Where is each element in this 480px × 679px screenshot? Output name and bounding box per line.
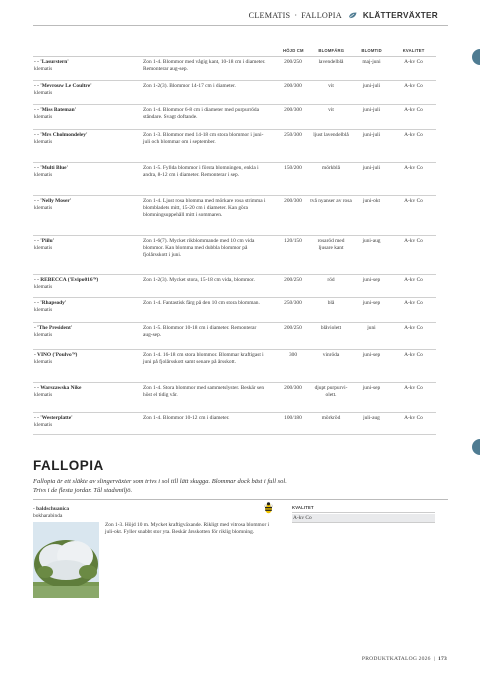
quality-label: KVALITET: [292, 505, 314, 510]
plant-flower-color: djupt purpurvi-olett.: [314, 385, 348, 398]
plant-name: - - 'Multi Blue': [34, 165, 68, 171]
plant-height: 200/300: [284, 107, 302, 113]
plant-bloom-time: juni-okt: [362, 198, 381, 204]
plant-bloom-time: juni-sep: [362, 300, 381, 306]
plant-bloom-time: juni-juli: [362, 83, 381, 89]
plant-flower-color: lavendelblå: [318, 59, 344, 65]
col-quality: KVALITET: [402, 47, 425, 53]
plant-flower-color: rosaröd med ljusare kant: [317, 238, 345, 251]
plant-name: - - Warszawska Nike: [34, 385, 82, 391]
plant-name: - 'The President': [34, 325, 73, 331]
plant-bloom-time: juni-juli: [362, 107, 381, 113]
plant-height: 200/250: [284, 277, 302, 283]
section-intro: Fallopia är ett släkte av slingerväxter som trivs i sol till lätt skugga. Blommar dock bäst i full sol. Trivs i de flesta jordar. Tål stadsmiljö.: [33, 478, 287, 494]
plant-quality: A-kv Co: [404, 238, 423, 244]
plant-description: Zon 1-4. Fantastisk färg på den 10 cm stora blomman.: [143, 300, 260, 306]
plant-cell: [33, 385, 143, 412]
plant-name: - - 'Mevrouw Le Coultre': [34, 83, 92, 89]
plant-name: - - 'Miss Bateman': [34, 107, 77, 113]
plant-cell: [33, 277, 143, 297]
plant-quality: A-kv Co: [404, 132, 423, 138]
plant-bloom-time: juni-sep: [362, 352, 381, 358]
plant-quality: A-kv Co: [404, 352, 423, 358]
plant-name: - - 'Westerplatte': [34, 415, 73, 421]
plant-description: Zon 1-3. Blommor med 14-18 cm stora blommor i juni-juli och blommar om i september.: [143, 132, 264, 145]
col-bloom: BLOMTID: [361, 47, 382, 53]
col-height: HÖJD CM: [283, 47, 304, 53]
table-row: [33, 130, 436, 163]
plant-cell: [33, 107, 143, 129]
plant-flower-color: två nyanser av rosa: [310, 198, 352, 204]
plant-name: - - 'Mrs Cholmondeley': [34, 132, 88, 138]
section-tab-marker: [472, 49, 480, 65]
header-section: CLEMATIS: [248, 11, 291, 20]
plant-flower-color: vinröda: [322, 352, 340, 358]
plant-genus: klematis: [34, 307, 53, 313]
plant-cell: [33, 165, 143, 195]
header-category: KLÄTTERVÄXTER: [362, 11, 438, 20]
plant-bloom-time: juni: [367, 325, 376, 331]
plant-bloom-time: juni-juli: [362, 165, 381, 171]
plant-description: Zon 1-2(3). Mycket stora, 15-18 cm vida, blommor.: [143, 277, 255, 283]
table-row: [33, 383, 436, 413]
bee-icon: [264, 502, 273, 514]
plant-height: 200/300: [284, 83, 302, 89]
plant-cell: [33, 198, 143, 235]
plant-flower-color: röd: [327, 277, 335, 283]
plant-height: 250/300: [284, 132, 302, 138]
plant-bloom-time: juni-sep: [362, 385, 381, 391]
plant-description: Zon 1-4. Blommor 6-8 cm i diameter med purpurröda ståndare. Svagt doftande.: [143, 107, 260, 120]
clematis-table: [33, 44, 436, 435]
plant-quality: A-kv Co: [404, 83, 423, 89]
table-row: [33, 350, 436, 383]
table-row: [33, 163, 436, 196]
table-row: [33, 81, 436, 105]
footer-catalog: PRODUKTKATALOG 2026: [361, 656, 431, 662]
section-title: FALLOPIA: [33, 458, 104, 473]
plant-genus: klematis: [34, 66, 53, 72]
plant-cell: [33, 132, 143, 162]
section-rule: [33, 499, 448, 500]
plant-quality: A-kv Co: [404, 300, 423, 306]
plant-flower-color: blå: [327, 300, 335, 306]
plant-height: 200/300: [284, 385, 302, 391]
plant-quality: A-kv Co: [404, 198, 423, 204]
plant-name: - - 'Nelly Moser': [34, 198, 72, 204]
header-separator: ·: [294, 11, 298, 20]
plant-quality: A-kv Co: [404, 165, 423, 171]
plant-bloom-time: juli-aug: [363, 415, 380, 421]
table-row: [33, 57, 436, 81]
plant-cell: [33, 352, 143, 382]
plant-description: Zon 1-2(3). Blommor 14-17 cm i diameter.: [143, 83, 236, 89]
plant-cell: [33, 300, 143, 322]
plant-height: 200/250: [284, 59, 302, 65]
plant-description: Zon 1-4. Blommor med vågig kant, 10-18 cm i diameter. Remonterar aug-sep.: [143, 59, 266, 72]
page-footer: [362, 656, 447, 662]
plant-genus: klematis: [34, 332, 53, 338]
plant-genus: klematis: [34, 422, 53, 428]
table-row: [33, 275, 436, 298]
plant-cell: [33, 415, 143, 434]
plant-genus: klematis: [34, 90, 53, 96]
quality-rule-bottom: [292, 522, 435, 523]
plant-flower-color: vit: [328, 83, 334, 89]
plant-flower-color: mörkröd: [321, 415, 341, 421]
plant-photo: [33, 522, 99, 598]
table-header: [33, 44, 436, 57]
page-number: 173: [438, 656, 447, 662]
plant-bloom-time: maj-juni: [362, 59, 381, 65]
table-body: [33, 57, 436, 435]
plant-cell: [33, 325, 143, 349]
plant-quality: A-kv Co: [404, 415, 423, 421]
plant-genus: klematis: [34, 172, 53, 178]
plant-quality: A-kv Co: [404, 107, 423, 113]
plant-name: - - 'Piilu': [34, 238, 55, 244]
plant-height: 200/300: [284, 198, 302, 204]
plant-genus: klematis: [34, 392, 53, 398]
plant-description: Zon 1-4. Blommor 10-12 cm i diameter.: [143, 415, 230, 421]
plant-name: - - REBECCA ('Evipo016'ᴺ): [34, 277, 99, 283]
table-row: [33, 236, 436, 275]
plant-flower-color: blåviolett: [320, 325, 342, 331]
plant-description: Zon 1-4. 16-18 cm stora blommor. Blommar kraftigast i juni på fjolårsskott samt senare på årsskott.: [143, 352, 264, 365]
plant-flower-color: ljust lavendelblå: [313, 132, 349, 138]
plant-cell: [33, 83, 143, 104]
plant-height: 150/200: [284, 165, 302, 171]
plant-common-name: bokharabinda: [33, 513, 63, 519]
plant-cell: [33, 238, 143, 274]
plant-description: Zon 1-4. Stora blommor med sammetslyster. Beskär sen höst el tidig vår.: [143, 385, 265, 398]
footer-divider: |: [433, 656, 435, 662]
plant-genus: klematis: [34, 245, 53, 251]
plant-height: 120/150: [284, 238, 302, 244]
leaf-icon: [348, 12, 357, 19]
plant-genus: klematis: [34, 359, 53, 365]
plant-genus: klematis: [34, 205, 53, 211]
table-row: [33, 105, 436, 130]
plant-genus: klematis: [34, 114, 53, 120]
quality-value: A-kv Co: [292, 514, 435, 522]
plant-quality: A-kv Co: [404, 325, 423, 331]
header-subsection: FALLOPIA: [301, 11, 342, 20]
plant-height: 250/300: [284, 300, 302, 306]
page-header: [200, 11, 438, 20]
plant-name: - baldschuanica: [33, 506, 70, 512]
plant-flower-color: mörkblå: [322, 165, 340, 171]
plant-description: Zon 1-5. Blommor 10-18 cm i diameter. Remonterar aug-sep.: [143, 325, 257, 338]
plant-height: 300: [288, 352, 298, 358]
section-tab-marker-2: [472, 439, 480, 455]
plant-bloom-time: juni-sep: [362, 277, 381, 283]
plant-quality: A-kv Co: [404, 277, 423, 283]
plant-quality: A-kv Co: [404, 385, 423, 391]
table-row: [33, 323, 436, 350]
table-row: [33, 413, 436, 435]
plant-height: 100/180: [284, 415, 302, 421]
plant-description: Zon 1-5. Fyllda blommor i första blomningen, enkla i andra, 8-12 cm i diameter. Remonterar i sep.: [143, 165, 259, 178]
header-rule: [33, 25, 448, 26]
plant-bloom-time: juni-aug: [362, 238, 381, 244]
col-color: BLOMFÄRG: [318, 47, 345, 53]
plant-bloom-time: juni-juli: [362, 132, 381, 138]
plant-description: Zon 1-6(7). Mycket rikblommande med 10 cm vida blommor. Kan blomma med dubbla blommor på fjolårsskott i juni.: [143, 238, 255, 258]
plant-height: 200/250: [284, 325, 302, 331]
plant-name: - VINO ('Poulvo'ᴺ): [34, 352, 78, 358]
plant-description: Zon 1-4. Ljust rosa blomma med mörkare rosa strimma i blombladets mitt, 15-20 cm i diameter. Kan göra blomningsuppehåll mitt i sommaren.: [143, 198, 266, 218]
plant-quality: A-kv Co: [404, 59, 423, 65]
table-row: [33, 298, 436, 323]
plant-cell: [33, 59, 143, 80]
plant-genus: klematis: [34, 139, 53, 145]
plant-description: Zon 1-3. Höjd 10 m. Mycket kraftigväxande. Rikligt med vitrosa blommor i juli-okt. Fyller snabbt stor yta. Beskär årsskotten för riklig blomning.: [105, 522, 270, 535]
table-row: [33, 196, 436, 236]
plant-name: - - 'Rhapsody': [34, 300, 67, 306]
plant-flower-color: vit: [328, 107, 334, 113]
plant-name-block: [33, 506, 69, 520]
quality-rule: [292, 512, 435, 513]
plant-genus: klematis: [34, 284, 53, 290]
plant-name: - - 'Lasurstern': [34, 59, 69, 65]
